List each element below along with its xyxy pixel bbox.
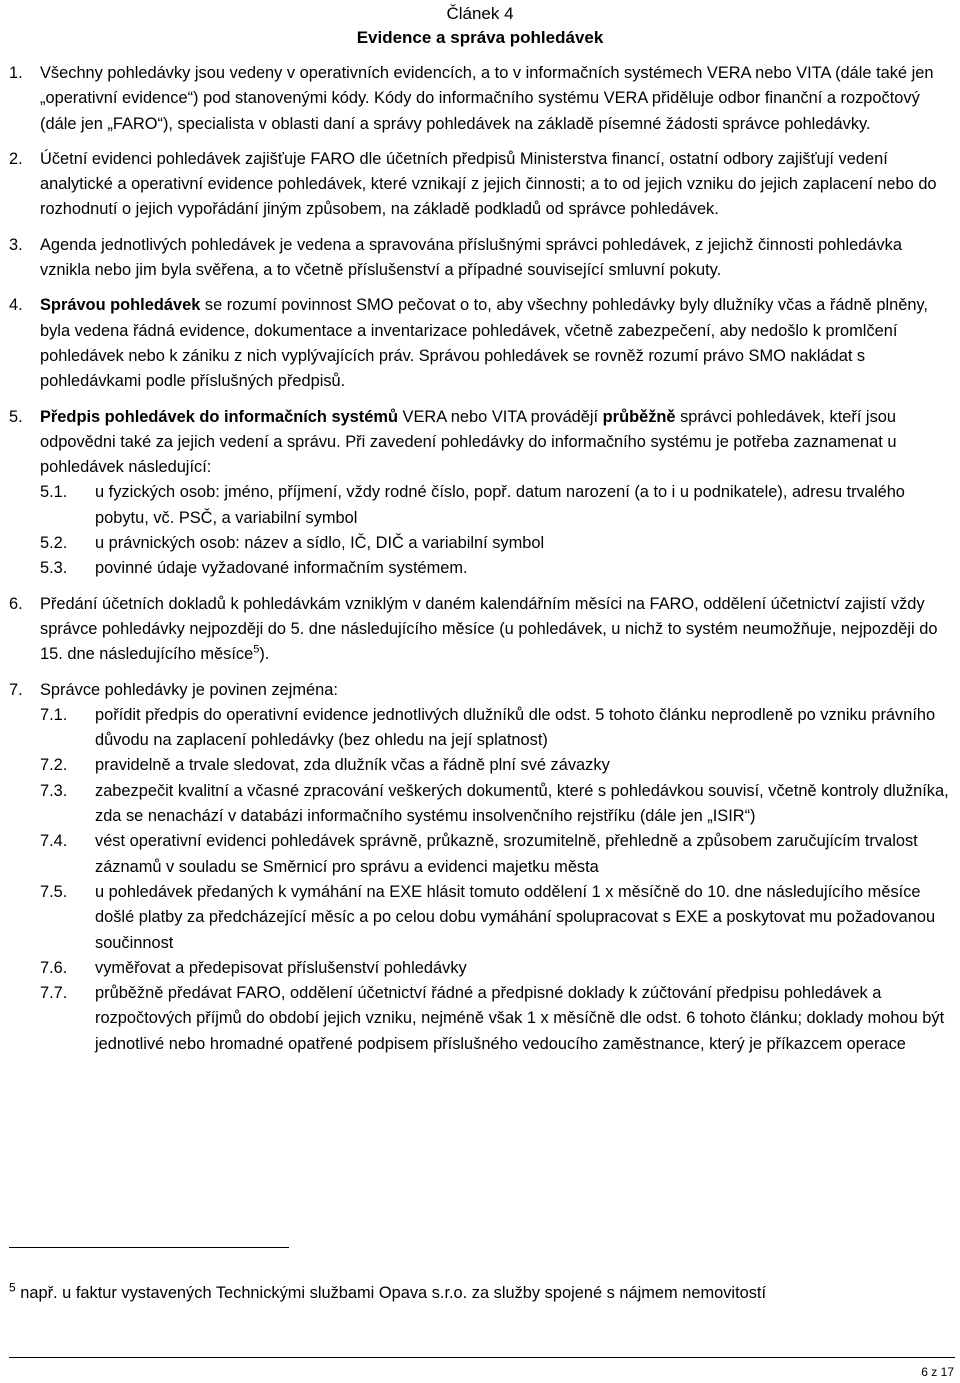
subitem <box>40 753 955 778</box>
paragraph-text <box>40 405 955 582</box>
footnote-reference[interactable]: 5 <box>253 643 260 656</box>
paragraph-rest: správci pohledávek, kteří jsou odpovědni také za jejich vedení a správu. Při zavedení pohledávky do informačního systému je potřeba zaznamenat u pohledávek následující: <box>40 407 897 477</box>
paragraph-3 <box>9 233 955 284</box>
subitem-number: 7.6. <box>40 958 68 977</box>
subitem-text: povinné údaje vyžadované informačním systémem. <box>95 559 468 578</box>
paragraph-7 <box>9 678 955 1057</box>
subitem <box>40 703 955 754</box>
subitem-text: průběžně předávat FARO, oddělení účetnictví řádné a předpisné doklady k zúčtování předpisu pohledávek a rozpočtových příjmů do období jejich vzniku, nejméně však 1 x měsíčně dle odst. 6 tohoto článku; doklady mohou být jednotlivé nebo hromadné opatřené podpisem příslušného vedoucího zaměstnance, který je příkazcem operace <box>95 984 945 1053</box>
footer-separator <box>9 1357 955 1358</box>
paragraph-text: Účetní evidenci pohledávek zajišťuje FARO dle účetních předpisů Ministerstva financí, ostatní odbory zajišťují vedení analytické a operativní evidence pohledávek, které vznikají z jejich činnosti; a to od jejich vzniku do jejich zaplacení nebo do rozhodnutí o jejich vypořádání jiným způsobem, na základě podkladů od správce pohledávek. <box>40 149 937 219</box>
footnote-separator <box>9 1247 289 1248</box>
paragraph-tail: ). <box>259 645 270 664</box>
paragraph-1 <box>9 61 955 137</box>
subitem-text: u pohledávek předaných k vymáhání na EXE hlásit tomuto oddělení 1 x měsíčně do 10. dne následujícího měsíce došlé platby za předcházející měsíc a po celou dobu vymáhání spolupracovat s EXE a poskytovat mu požadovanou součinnost <box>95 882 936 952</box>
subitem-text: zabezpečit kvalitní a včasné zpracování veškerých dokumentů, které s pohledávkou souvisí, včetně kontroly dlužníka, zda se nenachází v databázi informačního systému insolvenčního rejstříku (dále jen „ISIR“) <box>95 781 949 826</box>
subitem-number: 7.7. <box>40 984 68 1003</box>
subitem-text: u fyzických osob: jméno, příjmení, vždy rodné číslo, popř. datum narození (a to i u podnikatele), adresu trvalého pobytu, vč. PSČ, a variabilní symbol <box>95 483 905 527</box>
footnote-mark: 5 <box>9 1280 16 1295</box>
subitem-text: vyměřovat a předepisovat příslušenství pohledávky <box>95 958 467 977</box>
subitem-number: 7.4. <box>40 832 68 851</box>
subitem-number: 7.5. <box>40 882 68 901</box>
paragraph-number: 6. <box>9 594 23 613</box>
paragraph-text: Agenda jednotlivých pohledávek je vedena a spravována příslušnými správci pohledávek, z jejichž činnosti pohledávka vznikla nebo jim byla svěřena, a to včetně příslušenství a případné související smluvní pokuty. <box>40 235 902 280</box>
subitem <box>40 880 955 956</box>
subitem-number: 5.2. <box>40 534 68 553</box>
paragraph-text <box>40 293 955 394</box>
article-body <box>9 61 955 1067</box>
paragraph-4 <box>9 293 955 394</box>
page-number: 6 z 17 <box>921 1365 954 1379</box>
paragraph-intro: Správce pohledávky je povinen zejména: <box>40 680 338 699</box>
subitem <box>40 531 955 556</box>
subitem-text: pořídit předpis do operativní evidence jednotlivých dlužníků dle odst. 5 tohoto článku neprodleně po vzniku právního důvodu na zaplacení pohledávky (bez ohledu na její splatnost) <box>95 705 936 750</box>
article-heading: Evidence a správa pohledávek <box>356 28 604 47</box>
subitem <box>40 981 955 1057</box>
subitem-text: vést operativní evidenci pohledávek správně, průkazně, srozumitelně, přehledně a způsobem zaručujícím trvalost záznamů v souladu se Směrnicí pro správu a evidenci majetku města <box>95 832 918 876</box>
subitem-number: 7.3. <box>40 781 68 800</box>
paragraph-number: 5. <box>9 407 23 426</box>
subitem <box>40 480 955 531</box>
subitem <box>40 779 955 830</box>
subitem-number: 5.3. <box>40 559 68 578</box>
paragraph-number: 7. <box>9 680 23 699</box>
bold-term: Správou pohledávek <box>40 296 201 315</box>
paragraph-rest: se rozumí povinnost SMO pečovat o to, aby všechny pohledávky byly dlužníky včas a řádně plněny, byla vedena řádná evidence, dokumentace a inventarizace pohledávek, včetně zabezpečení, aby nedošlo k promlčení pohledávek nebo k zániku z nich vyplývajících práv. Správou pohledávek se rovněž rozumí právo SMO nakládat s pohledávkami podle příslušných předpisů. <box>40 296 928 391</box>
paragraph-5 <box>9 405 955 582</box>
paragraph-text <box>40 678 955 1057</box>
subitem-text: pravidelně a trvale sledovat, zda dlužník včas a řádně plní své závazky <box>95 756 610 775</box>
footnote <box>9 1281 955 1305</box>
paragraph-number: 1. <box>9 64 23 82</box>
footnote-text: např. u faktur vystavených Technickými službami Opava s.r.o. za služby spojené s nájmem nemovitostí <box>15 1284 767 1302</box>
paragraph-rest: VERA nebo VITA provádějí <box>397 407 603 426</box>
subitem <box>40 829 955 880</box>
paragraph-text: Všechny pohledávky jsou vedeny v operativních evidencích, a to v informačních systémech VERA nebo VITA (dále také jen „operativní evidence“) pod stanovenými kódy. Kódy do informačního systému VERA přiděluje odbor finanční a rozpočtový (dále jen „FARO“), specialista v oblasti daní a správy pohledávek na základě písemné žádosti správce pohledávky. <box>40 64 934 133</box>
paragraph-6 <box>9 592 955 668</box>
paragraph-text <box>40 592 955 668</box>
subitem <box>40 956 955 981</box>
paragraph-number: 2. <box>9 149 23 168</box>
paragraph-rest: Předání účetních dokladů k pohledávkám vzniklým v daném kalendářním měsíci na FARO, oddělení účetnictví zajistí vždy správce pohledávky nejpozději do 5. dne následujícího měsíce (u pohledávek, u nichž to systém neumožňuje, nejpozději do 15. dne následujícího měsíce <box>40 594 938 664</box>
bold-term: průběžně <box>602 407 676 426</box>
article-number: Článek 4 <box>446 4 514 23</box>
subitem <box>40 556 955 581</box>
subitem-number: 7.1. <box>40 705 68 724</box>
paragraph-2 <box>9 147 955 223</box>
subitem-number: 5.1. <box>40 483 68 502</box>
bold-term: Předpis pohledávek do informačních systémů <box>40 407 398 426</box>
subitem-number: 7.2. <box>40 756 68 775</box>
subitem-text: u právnických osob: název a sídlo, IČ, DIČ a variabilní symbol <box>95 534 545 553</box>
paragraph-number: 4. <box>9 296 23 315</box>
paragraph-number: 3. <box>9 235 23 254</box>
